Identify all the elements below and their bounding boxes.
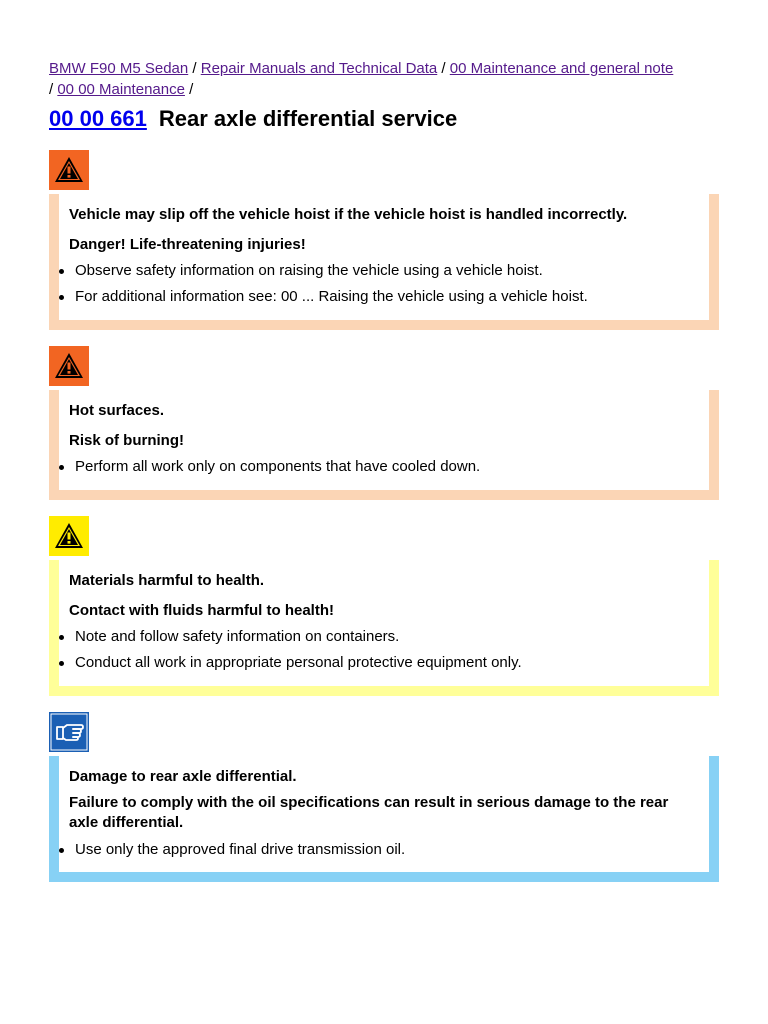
notice-3-subheading: Contact with fluids harmful to health! — [69, 602, 334, 619]
list-item: For additional information see: 00 ... Raising the vehicle using a vehicle hoist. — [59, 287, 588, 307]
notice-2 — [49, 390, 719, 500]
breadcrumb: BMW F90 M5 Sedan / Repair Manuals and Technical Data / 00 Maintenance and general note / 00 00 Maintenance / — [49, 60, 674, 98]
notice-4-body — [59, 756, 709, 872]
bullet-icon — [59, 635, 64, 640]
caution-icon — [49, 516, 89, 556]
notice-4-subheading: Failure to comply with the oil specifications can result in serious damage to the rear axle differential. — [69, 794, 669, 831]
breadcrumb-link-model[interactable]: BMW F90 M5 Sedan — [49, 60, 189, 77]
notice-1 — [49, 194, 719, 330]
notice-1-list — [59, 261, 588, 313]
notice-2-heading: Hot surfaces. — [69, 402, 165, 419]
notice-3-body — [59, 560, 709, 686]
bullet-icon — [59, 661, 64, 666]
notice-2-list — [59, 457, 480, 483]
warning-icon — [49, 346, 89, 386]
warning-icon — [49, 150, 89, 190]
bullet-icon — [59, 295, 64, 300]
pointing-hand-icon — [49, 712, 89, 752]
list-item: Observe safety information on raising the vehicle using a vehicle hoist. — [59, 261, 588, 281]
notice-4-heading: Damage to rear axle differential. — [69, 768, 297, 785]
notice-4-list — [59, 840, 405, 866]
notice-1-heading: Vehicle may slip off the vehicle hoist if the vehicle hoist is handled incorrectly. — [69, 206, 628, 223]
bullet-icon — [59, 269, 64, 274]
breadcrumb-link-maintenance-general[interactable]: 00 Maintenance and general note — [449, 60, 674, 77]
breadcrumb-link-repair-manuals[interactable]: Repair Manuals and Technical Data — [200, 60, 438, 77]
page-title — [49, 104, 457, 134]
title-code-link[interactable]: 00 00 661 — [49, 106, 147, 131]
notice-2-subheading: Risk of burning! — [69, 432, 184, 449]
notice-3-list — [59, 627, 522, 679]
breadcrumb-link-maintenance[interactable]: 00 00 Maintenance — [57, 81, 185, 98]
list-item: Use only the approved final drive transmission oil. — [59, 840, 405, 860]
list-item: Perform all work only on components that have cooled down. — [59, 457, 480, 477]
notice-3 — [49, 560, 719, 696]
notice-4 — [49, 756, 719, 882]
bullet-icon — [59, 465, 64, 470]
list-item: Conduct all work in appropriate personal protective equipment only. — [59, 653, 522, 673]
notice-3-heading: Materials harmful to health. — [69, 572, 265, 589]
notice-1-subheading: Danger! Life-threatening injuries! — [69, 236, 306, 253]
notice-2-body — [59, 390, 709, 490]
bullet-icon — [59, 848, 64, 853]
list-item: Note and follow safety information on containers. — [59, 627, 522, 647]
notice-1-body — [59, 194, 709, 320]
title-text: Rear axle differential service — [158, 106, 458, 131]
